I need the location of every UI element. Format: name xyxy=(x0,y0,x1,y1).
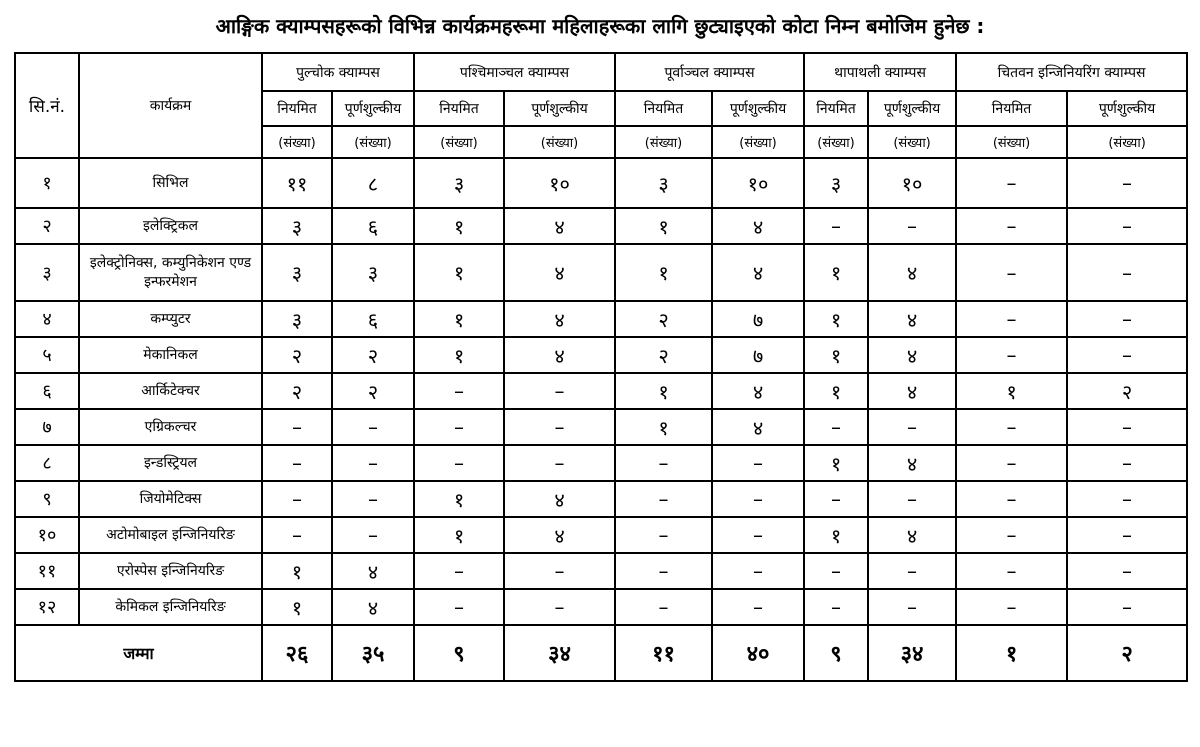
quota-value: – xyxy=(615,553,712,589)
campus-header-chitwan: चितवन इन्जिनियरिंग क्याम्पस xyxy=(956,53,1187,91)
full-fee-header: पूर्णशुल्कीय xyxy=(712,91,804,126)
quota-value: ३ xyxy=(262,301,332,337)
quota-value: – xyxy=(712,517,804,553)
quota-value: – xyxy=(414,589,504,625)
quota-value: २ xyxy=(262,337,332,373)
sn-header: सि.नं. xyxy=(15,53,79,158)
quota-value: – xyxy=(414,553,504,589)
quota-value: १ xyxy=(414,301,504,337)
header-row-campus xyxy=(15,53,1187,91)
quota-table xyxy=(14,52,1188,682)
total-value: ३४ xyxy=(868,625,956,681)
quota-value: ११ xyxy=(262,158,332,208)
quota-value: १ xyxy=(262,553,332,589)
quota-value: – xyxy=(1067,244,1187,301)
table-row xyxy=(15,301,1187,337)
quota-value: १ xyxy=(414,244,504,301)
quota-value: ४ xyxy=(712,208,804,244)
quota-value: – xyxy=(504,445,615,481)
quota-value: २ xyxy=(332,337,414,373)
serial-number: ५ xyxy=(15,337,79,373)
full-fee-header: पूर्णशुल्कीय xyxy=(504,91,615,126)
quota-value: २ xyxy=(1067,373,1187,409)
serial-number: २ xyxy=(15,208,79,244)
serial-number: १२ xyxy=(15,589,79,625)
quota-value: ६ xyxy=(332,301,414,337)
quota-value: २ xyxy=(615,337,712,373)
quota-value: – xyxy=(414,373,504,409)
program-name: एग्रिकल्चर xyxy=(79,409,262,445)
quota-value: – xyxy=(332,409,414,445)
quota-value: ४ xyxy=(332,553,414,589)
quota-value: ७ xyxy=(712,301,804,337)
quota-value: – xyxy=(504,409,615,445)
quota-value: – xyxy=(262,409,332,445)
quota-value: १ xyxy=(414,481,504,517)
quota-value: – xyxy=(615,517,712,553)
quota-value: १ xyxy=(804,301,868,337)
quota-value: ४ xyxy=(868,517,956,553)
total-value: ९ xyxy=(414,625,504,681)
quota-value: ३ xyxy=(262,208,332,244)
quota-value: ४ xyxy=(504,481,615,517)
quota-value: – xyxy=(804,481,868,517)
quota-value: – xyxy=(956,208,1067,244)
quota-value: – xyxy=(615,481,712,517)
table-row xyxy=(15,373,1187,409)
total-value: २६ xyxy=(262,625,332,681)
quota-value: ४ xyxy=(504,208,615,244)
program-name: सिभिल xyxy=(79,158,262,208)
quota-value: – xyxy=(712,589,804,625)
quota-value: १ xyxy=(615,409,712,445)
full-fee-header: पूर्णशुल्कीय xyxy=(332,91,414,126)
campus-header-paschimanchal: पश्चिमाञ्चल क्याम्पस xyxy=(414,53,615,91)
quota-value: – xyxy=(804,409,868,445)
count-unit-header: (संख्या) xyxy=(332,126,414,158)
quota-value: ४ xyxy=(868,244,956,301)
quota-value: ४ xyxy=(504,517,615,553)
quota-value: – xyxy=(504,373,615,409)
quota-value: १ xyxy=(262,589,332,625)
count-unit-header: (संख्या) xyxy=(615,126,712,158)
quota-value: ७ xyxy=(712,337,804,373)
quota-value: ३ xyxy=(332,244,414,301)
quota-value: – xyxy=(615,445,712,481)
total-value: ११ xyxy=(615,625,712,681)
quota-value: – xyxy=(1067,158,1187,208)
quota-value: १ xyxy=(615,244,712,301)
program-header: कार्यक्रम xyxy=(79,53,262,158)
quota-value: – xyxy=(615,589,712,625)
quota-value: – xyxy=(332,445,414,481)
serial-number: १ xyxy=(15,158,79,208)
quota-value: १ xyxy=(414,208,504,244)
quota-value: ८ xyxy=(332,158,414,208)
quota-value: ४ xyxy=(504,244,615,301)
table-row xyxy=(15,481,1187,517)
serial-number: ६ xyxy=(15,373,79,409)
full-fee-header: पूर्णशुल्कीय xyxy=(868,91,956,126)
quota-value: १ xyxy=(615,208,712,244)
table-row xyxy=(15,409,1187,445)
quota-value: ३ xyxy=(414,158,504,208)
quota-value: – xyxy=(1067,517,1187,553)
quota-value: – xyxy=(868,481,956,517)
serial-number: ३ xyxy=(15,244,79,301)
program-name: आर्किटेक्चर xyxy=(79,373,262,409)
count-unit-header: (संख्या) xyxy=(804,126,868,158)
quota-value: – xyxy=(868,409,956,445)
campus-header-pulchowk: पुल्चोक क्याम्पस xyxy=(262,53,414,91)
quota-value: – xyxy=(956,589,1067,625)
quota-value: १ xyxy=(414,337,504,373)
program-name: कम्प्युटर xyxy=(79,301,262,337)
quota-value: – xyxy=(332,481,414,517)
program-name: मेकानिकल xyxy=(79,337,262,373)
regular-header: नियमित xyxy=(804,91,868,126)
serial-number: १० xyxy=(15,517,79,553)
quota-value: – xyxy=(1067,301,1187,337)
quota-value: ३ xyxy=(615,158,712,208)
table-row xyxy=(15,208,1187,244)
quota-value: २ xyxy=(262,373,332,409)
serial-number: ११ xyxy=(15,553,79,589)
quota-value: – xyxy=(956,301,1067,337)
regular-header: नियमित xyxy=(615,91,712,126)
serial-number: ७ xyxy=(15,409,79,445)
quota-value: – xyxy=(332,517,414,553)
count-unit-header: (संख्या) xyxy=(956,126,1067,158)
table-row xyxy=(15,244,1187,301)
quota-value: ६ xyxy=(332,208,414,244)
campus-header-purwanchal: पूर्वाञ्चल क्याम्पस xyxy=(615,53,804,91)
quota-value: १ xyxy=(804,517,868,553)
count-unit-header: (संख्या) xyxy=(504,126,615,158)
quota-value: ४ xyxy=(868,373,956,409)
quota-value: – xyxy=(956,553,1067,589)
table-row xyxy=(15,589,1187,625)
quota-value: ४ xyxy=(868,301,956,337)
total-label: जम्मा xyxy=(15,625,262,681)
program-name: इलेक्ट्रिकल xyxy=(79,208,262,244)
quota-value: – xyxy=(956,445,1067,481)
count-unit-header: (संख्या) xyxy=(712,126,804,158)
total-value: २ xyxy=(1067,625,1187,681)
quota-value: १० xyxy=(504,158,615,208)
table-row xyxy=(15,517,1187,553)
count-unit-header: (संख्या) xyxy=(1067,126,1187,158)
quota-value: – xyxy=(712,445,804,481)
quota-value: १ xyxy=(804,244,868,301)
quota-value: – xyxy=(1067,337,1187,373)
quota-value: – xyxy=(804,553,868,589)
program-name: जियोमेटिक्स xyxy=(79,481,262,517)
quota-value: ३ xyxy=(262,244,332,301)
quota-value: १० xyxy=(712,158,804,208)
total-row xyxy=(15,625,1187,681)
quota-value: १ xyxy=(804,373,868,409)
quota-value: ४ xyxy=(868,337,956,373)
serial-number: ८ xyxy=(15,445,79,481)
count-unit-header: (संख्या) xyxy=(868,126,956,158)
quota-value: ३ xyxy=(804,158,868,208)
quota-value: – xyxy=(956,409,1067,445)
total-value: ९ xyxy=(804,625,868,681)
quota-value: २ xyxy=(615,301,712,337)
quota-value: ४ xyxy=(504,337,615,373)
quota-value: १ xyxy=(414,517,504,553)
quota-value: – xyxy=(414,445,504,481)
quota-value: ४ xyxy=(868,445,956,481)
quota-value: – xyxy=(1067,481,1187,517)
quota-value: – xyxy=(712,553,804,589)
quota-value: – xyxy=(414,409,504,445)
quota-value: – xyxy=(956,244,1067,301)
quota-value: १ xyxy=(956,373,1067,409)
table-row xyxy=(15,553,1187,589)
regular-header: नियमित xyxy=(262,91,332,126)
quota-value: ४ xyxy=(712,409,804,445)
quota-value: १ xyxy=(804,445,868,481)
quota-value: – xyxy=(804,208,868,244)
quota-value: – xyxy=(1067,208,1187,244)
quota-value: – xyxy=(262,445,332,481)
regular-header: नियमित xyxy=(956,91,1067,126)
program-name: इन्डस्ट्रियल xyxy=(79,445,262,481)
quota-value: – xyxy=(956,158,1067,208)
quota-value: – xyxy=(1067,445,1187,481)
quota-value: – xyxy=(868,589,956,625)
quota-value: – xyxy=(504,589,615,625)
total-value: ३४ xyxy=(504,625,615,681)
campus-header-thapathali: थापाथली क्याम्पस xyxy=(804,53,956,91)
table-row xyxy=(15,337,1187,373)
quota-value: – xyxy=(262,517,332,553)
quota-value: – xyxy=(262,481,332,517)
count-unit-header: (संख्या) xyxy=(262,126,332,158)
quota-value: – xyxy=(1067,409,1187,445)
program-name: इलेक्ट्रोनिक्स, कम्युनिकेशन एण्ड इन्फरमेशन xyxy=(79,244,262,301)
quota-value: – xyxy=(504,553,615,589)
quota-value: १ xyxy=(615,373,712,409)
quota-value: – xyxy=(956,517,1067,553)
quota-value: – xyxy=(868,208,956,244)
document-title: आङ्गिक क्याम्पसहरूको विभिन्न कार्यक्रमहरूमा महिलाहरूका लागि छुट्याइएको कोटा निम्न बमोजिम हुनेछ : xyxy=(215,14,985,38)
count-unit-header: (संख्या) xyxy=(414,126,504,158)
regular-header: नियमित xyxy=(414,91,504,126)
quota-value: – xyxy=(1067,553,1187,589)
quota-value: १ xyxy=(804,337,868,373)
program-name: केमिकल इन्जिनियरिङ xyxy=(79,589,262,625)
quota-value: – xyxy=(868,553,956,589)
total-value: १ xyxy=(956,625,1067,681)
quota-value: ४ xyxy=(712,373,804,409)
program-name: एरोस्पेस इन्जिनियरिङ xyxy=(79,553,262,589)
serial-number: ४ xyxy=(15,301,79,337)
quota-value: – xyxy=(956,337,1067,373)
quota-value: २ xyxy=(332,373,414,409)
table-row xyxy=(15,158,1187,208)
serial-number: ९ xyxy=(15,481,79,517)
quota-value: – xyxy=(712,481,804,517)
quota-value: १० xyxy=(868,158,956,208)
program-name: अटोमोबाइल इन्जिनियरिङ xyxy=(79,517,262,553)
quota-value: – xyxy=(956,481,1067,517)
quota-value: ४ xyxy=(332,589,414,625)
table-row xyxy=(15,445,1187,481)
quota-value: ४ xyxy=(712,244,804,301)
quota-value: – xyxy=(804,589,868,625)
full-fee-header: पूर्णशुल्कीय xyxy=(1067,91,1187,126)
quota-value: – xyxy=(1067,589,1187,625)
total-value: ४० xyxy=(712,625,804,681)
quota-value: ४ xyxy=(504,301,615,337)
total-value: ३५ xyxy=(332,625,414,681)
